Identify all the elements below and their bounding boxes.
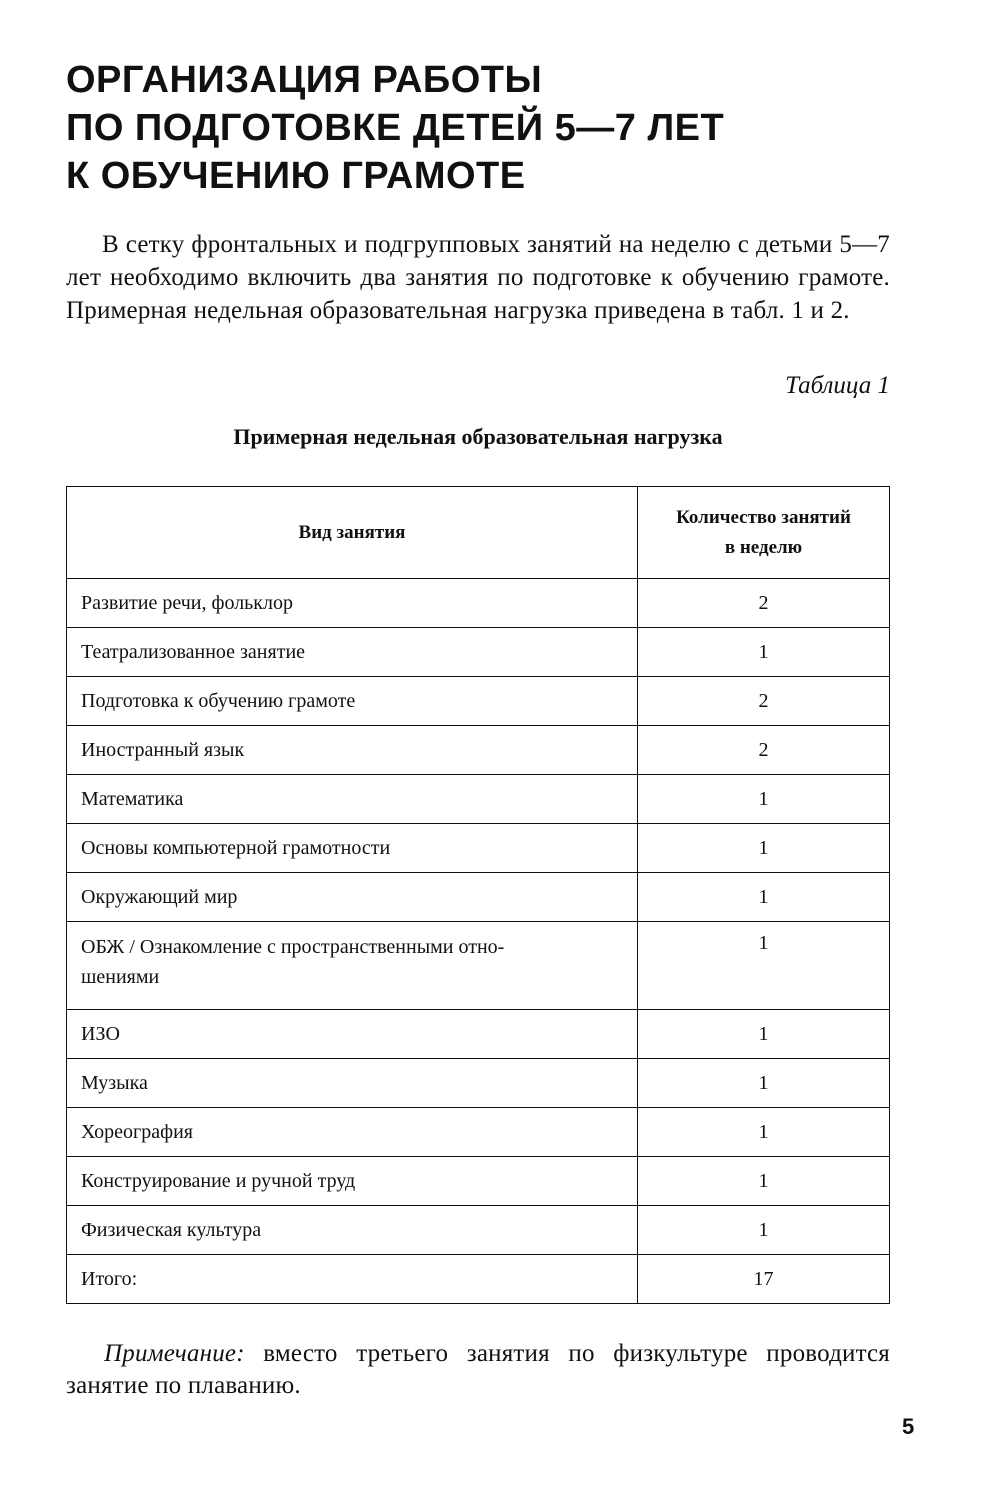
table-row bbox=[67, 922, 890, 1010]
activity-name: Хореография bbox=[67, 1108, 638, 1157]
title-line: ОРГАНИЗАЦИЯ РАБОТЫ bbox=[66, 59, 543, 101]
table-row bbox=[67, 775, 890, 824]
table-row bbox=[67, 726, 890, 775]
activity-count: 1 bbox=[638, 873, 890, 922]
title-line: К ОБУЧЕНИЮ ГРАМОТЕ bbox=[66, 155, 526, 197]
title-line: ПО ПОДГОТОВКЕ ДЕТЕЙ 5—7 ЛЕТ bbox=[66, 107, 725, 149]
header-sessions-per-week bbox=[638, 487, 890, 579]
table-caption: Примерная недельная образовательная нагрузка bbox=[233, 424, 723, 449]
activity-name: Музыка bbox=[67, 1059, 638, 1108]
note-text: вместо третьего занятия по физкультуре проводится занятие по плаванию. bbox=[66, 1340, 890, 1399]
activity-count: 1 bbox=[638, 775, 890, 824]
table-row bbox=[67, 1059, 890, 1108]
note-label: Примечание: bbox=[104, 1340, 245, 1367]
table-row bbox=[67, 1157, 890, 1206]
activity-name: ИЗО bbox=[67, 1010, 638, 1059]
activity-name: Физическая культура bbox=[67, 1206, 638, 1255]
header-line: в неделю bbox=[724, 536, 803, 558]
page-title bbox=[66, 56, 926, 200]
activity-name-line: ОБЖ / Ознакомление с пространственными отно- bbox=[81, 936, 505, 958]
table-row bbox=[67, 873, 890, 922]
activity-name: Окружающий мир bbox=[67, 873, 638, 922]
table-header-row bbox=[67, 487, 890, 579]
activity-count: 1 bbox=[638, 1157, 890, 1206]
activity-name: Основы компьютерной грамотности bbox=[67, 824, 638, 873]
activity-name: Театрализованное занятие bbox=[67, 628, 638, 677]
table-label: Таблица 1 bbox=[785, 372, 890, 399]
table-row bbox=[67, 579, 890, 628]
activity-name-line: шениями bbox=[81, 966, 160, 988]
intro-paragraph: В сетку фронтальных и подгрупповых занятий на неделю с детьми 5—7 лет необходимо включить два занятия по подготовке к обучению грамоте. Примерная недельная образовательная нагрузка приведена в табл. 1 и 2. bbox=[66, 231, 890, 324]
activity-count: 1 bbox=[638, 1010, 890, 1059]
activity-count: 1 bbox=[638, 922, 890, 1010]
workload-table bbox=[66, 486, 890, 1304]
table-row bbox=[67, 824, 890, 873]
activity-count: 1 bbox=[638, 1206, 890, 1255]
activity-count: 1 bbox=[638, 628, 890, 677]
table-row bbox=[67, 628, 890, 677]
table-row bbox=[67, 1108, 890, 1157]
activity-name: Конструирование и ручной труд bbox=[67, 1157, 638, 1206]
total-count: 17 bbox=[638, 1255, 890, 1304]
activity-name: Развитие речи, фольклор bbox=[67, 579, 638, 628]
activity-name bbox=[67, 922, 638, 1010]
header-activity-type: Вид занятия bbox=[67, 487, 638, 579]
table-row bbox=[67, 1206, 890, 1255]
activity-count: 2 bbox=[638, 677, 890, 726]
header-line: Количество занятий bbox=[676, 506, 851, 528]
table-row bbox=[67, 677, 890, 726]
activity-count: 2 bbox=[638, 726, 890, 775]
activity-count: 1 bbox=[638, 1059, 890, 1108]
activity-name: Иностранный язык bbox=[67, 726, 638, 775]
activity-count: 1 bbox=[638, 1108, 890, 1157]
activity-count: 2 bbox=[638, 579, 890, 628]
table-row bbox=[67, 1010, 890, 1059]
total-label: Итого: bbox=[67, 1255, 638, 1304]
note-paragraph bbox=[66, 1338, 890, 1402]
activity-count: 1 bbox=[638, 824, 890, 873]
table-total-row bbox=[67, 1255, 890, 1304]
page-number: 5 bbox=[902, 1414, 915, 1439]
activity-name: Подготовка к обучению грамоте bbox=[67, 677, 638, 726]
activity-name: Математика bbox=[67, 775, 638, 824]
